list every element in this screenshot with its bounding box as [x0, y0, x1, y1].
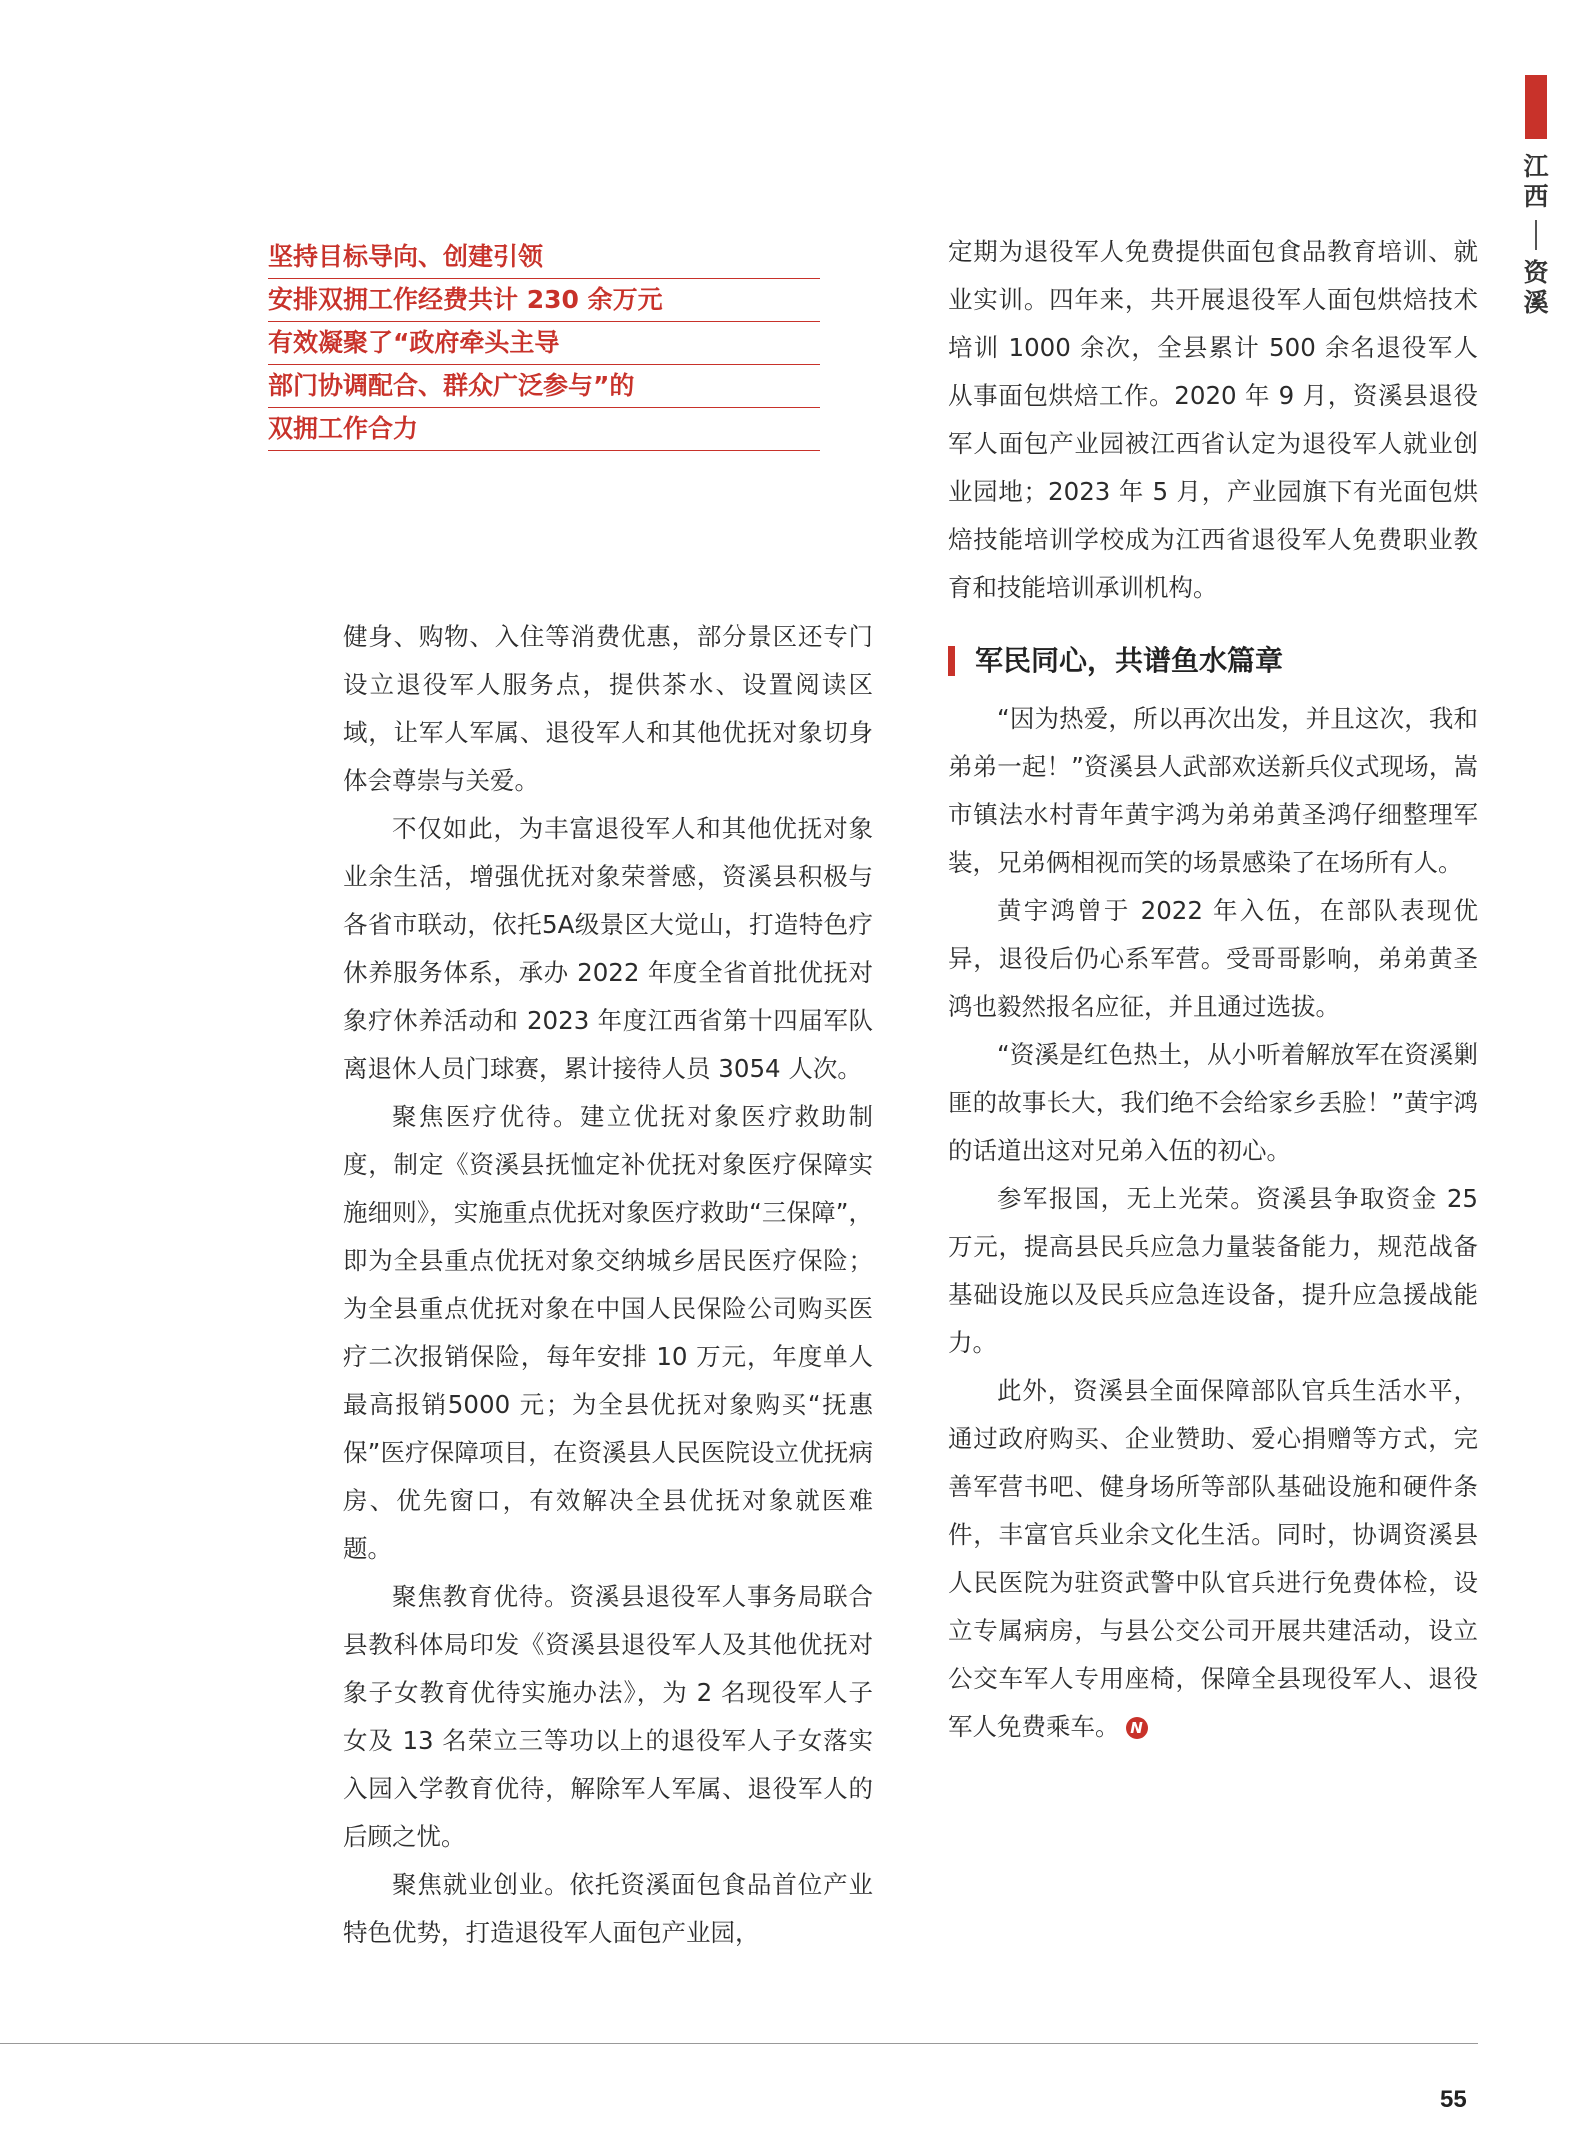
footer-rule: [0, 2043, 1478, 2044]
pull-quote: [268, 236, 820, 451]
pull-quote-line: 安排双拥工作经费共计 230 余万元: [268, 279, 820, 322]
paragraph: 不仅如此，为丰富退役军人和其他优抚对象业余生活，增强优抚对象荣誉感，资溪县积极与各省市联动，依托5A级景区大觉山，打造特色疗休养服务体系，承办 2022 年度全省首批优抚对象疗休养活动和 2023 年度江西省第十四届军队离退休人员门球赛，累计接待人员 3054 人次。: [343, 814, 873, 1083]
paragraph: 聚焦就业创业。依托资溪面包食品首位产业特色优势，打造退役军人面包产业园，: [343, 1870, 873, 1947]
paragraph-text: 此外，资溪县全面保障部队官兵生活水平，通过政府购买、企业赞助、爱心捐赠等方式，完善军营书吧、健身场所等部队基础设施和硬件条件，丰富官兵业余文化生活。同时，协调资溪县人民医院为驻资武警中队官兵进行免费体检，设立专属病房，与县公交公司开展共建活动，设立公交车军人专用座椅，保障全县现役军人、退役军人免费乘车。: [948, 1376, 1478, 1741]
paragraph: 聚焦医疗优待。建立优抚对象医疗救助制度，制定《资溪县抚恤定补优抚对象医疗保障实施细则》，实施重点优抚对象医疗救助“三保障”，即为全县重点优抚对象交纳城乡居民医疗保险；为全县重点优抚对象在中国人民保险公司购买医疗二次报销保险，每年安排 10 万元，年度单人最高报销5000 元；为全县优抚对象购买“抚惠保”医疗保障项目，在资溪县人民医院设立优抚病房、优先窗口，有效解决全县优抚对象就医难题。: [343, 1102, 873, 1563]
side-label-separator: [1535, 220, 1537, 250]
side-label-top: 江西: [1523, 152, 1549, 211]
section-color-tab: [1525, 75, 1547, 139]
paragraph: “资溪是红色热土，从小听着解放军在资溪剿匪的故事长大，我们绝不会给家乡丢脸！”黄宇鸿的话道出这对兄弟入伍的初心。: [948, 1040, 1478, 1165]
paragraph: 定期为退役军人免费提供面包食品教育培训、就业实训。四年来，共开展退役军人面包烘焙技术培训 1000 余次，全县累计 500 余名退役军人从事面包烘焙工作。2020 年 9 月，资溪县退役军人面包产业园被江西省认定为退役军人就业创业园地；2023 年 5 月，产业园旗下有光面包烘焙技能培训学校成为江西省退役军人免费职业教育和技能培训承训机构。: [948, 237, 1478, 602]
right-column: [948, 228, 1478, 1751]
paragraph: [948, 1367, 1478, 1751]
heading-marker: [948, 646, 955, 676]
pull-quote-line: 双拥工作合力: [268, 408, 820, 451]
paragraph: “因为热爱，所以再次出发，并且这次，我和弟弟一起！”资溪县人武部欢送新兵仪式现场，嵩市镇法水村青年黄宇鸿为弟弟黄圣鸿仔细整理军装，兄弟俩相视而笑的场景感染了在场所有人。: [948, 704, 1478, 877]
pull-quote-line: 有效凝聚了“政府牵头主导: [268, 322, 820, 365]
paragraph: 参军报国，无上光荣。资溪县争取资金 25 万元，提高县民兵应急力量装备能力，规范战备基础设施以及民兵应急连设备，提升应急援战能力。: [948, 1184, 1478, 1357]
section-heading: [948, 641, 1478, 681]
left-column: [343, 613, 873, 1957]
end-mark-icon: N: [1126, 1717, 1148, 1739]
paragraph: 黄宇鸿曾于 2022 年入伍，在部队表现优异，退役后仍心系军营。受哥哥影响，弟弟黄圣鸿也毅然报名应征，并且通过选拔。: [948, 896, 1478, 1021]
section-heading-text: 军民同心，共谱鱼水篇章: [975, 644, 1284, 677]
paragraph: 健身、购物、入住等消费优惠，部分景区还专门设立退役军人服务点，提供茶水、设置阅读区域，让军人军属、退役军人和其他优抚对象切身体会尊崇与关爱。: [343, 622, 873, 795]
side-label-bottom: 资溪: [1523, 258, 1549, 317]
page-number: 55: [1440, 2086, 1467, 2113]
side-section-label: [1518, 152, 1554, 318]
pull-quote-line: 部门协调配合、群众广泛参与”的: [268, 365, 820, 408]
paragraph: 聚焦教育优待。资溪县退役军人事务局联合县教科体局印发《资溪县退役军人及其他优抚对象子女教育优待实施办法》，为 2 名现役军人子女及 13 名荣立三等功以上的退役军人子女落实入园入学教育优待，解除军人军属、退役军人的后顾之忧。: [343, 1582, 873, 1851]
pull-quote-line: 坚持目标导向、创建引领: [268, 236, 820, 279]
